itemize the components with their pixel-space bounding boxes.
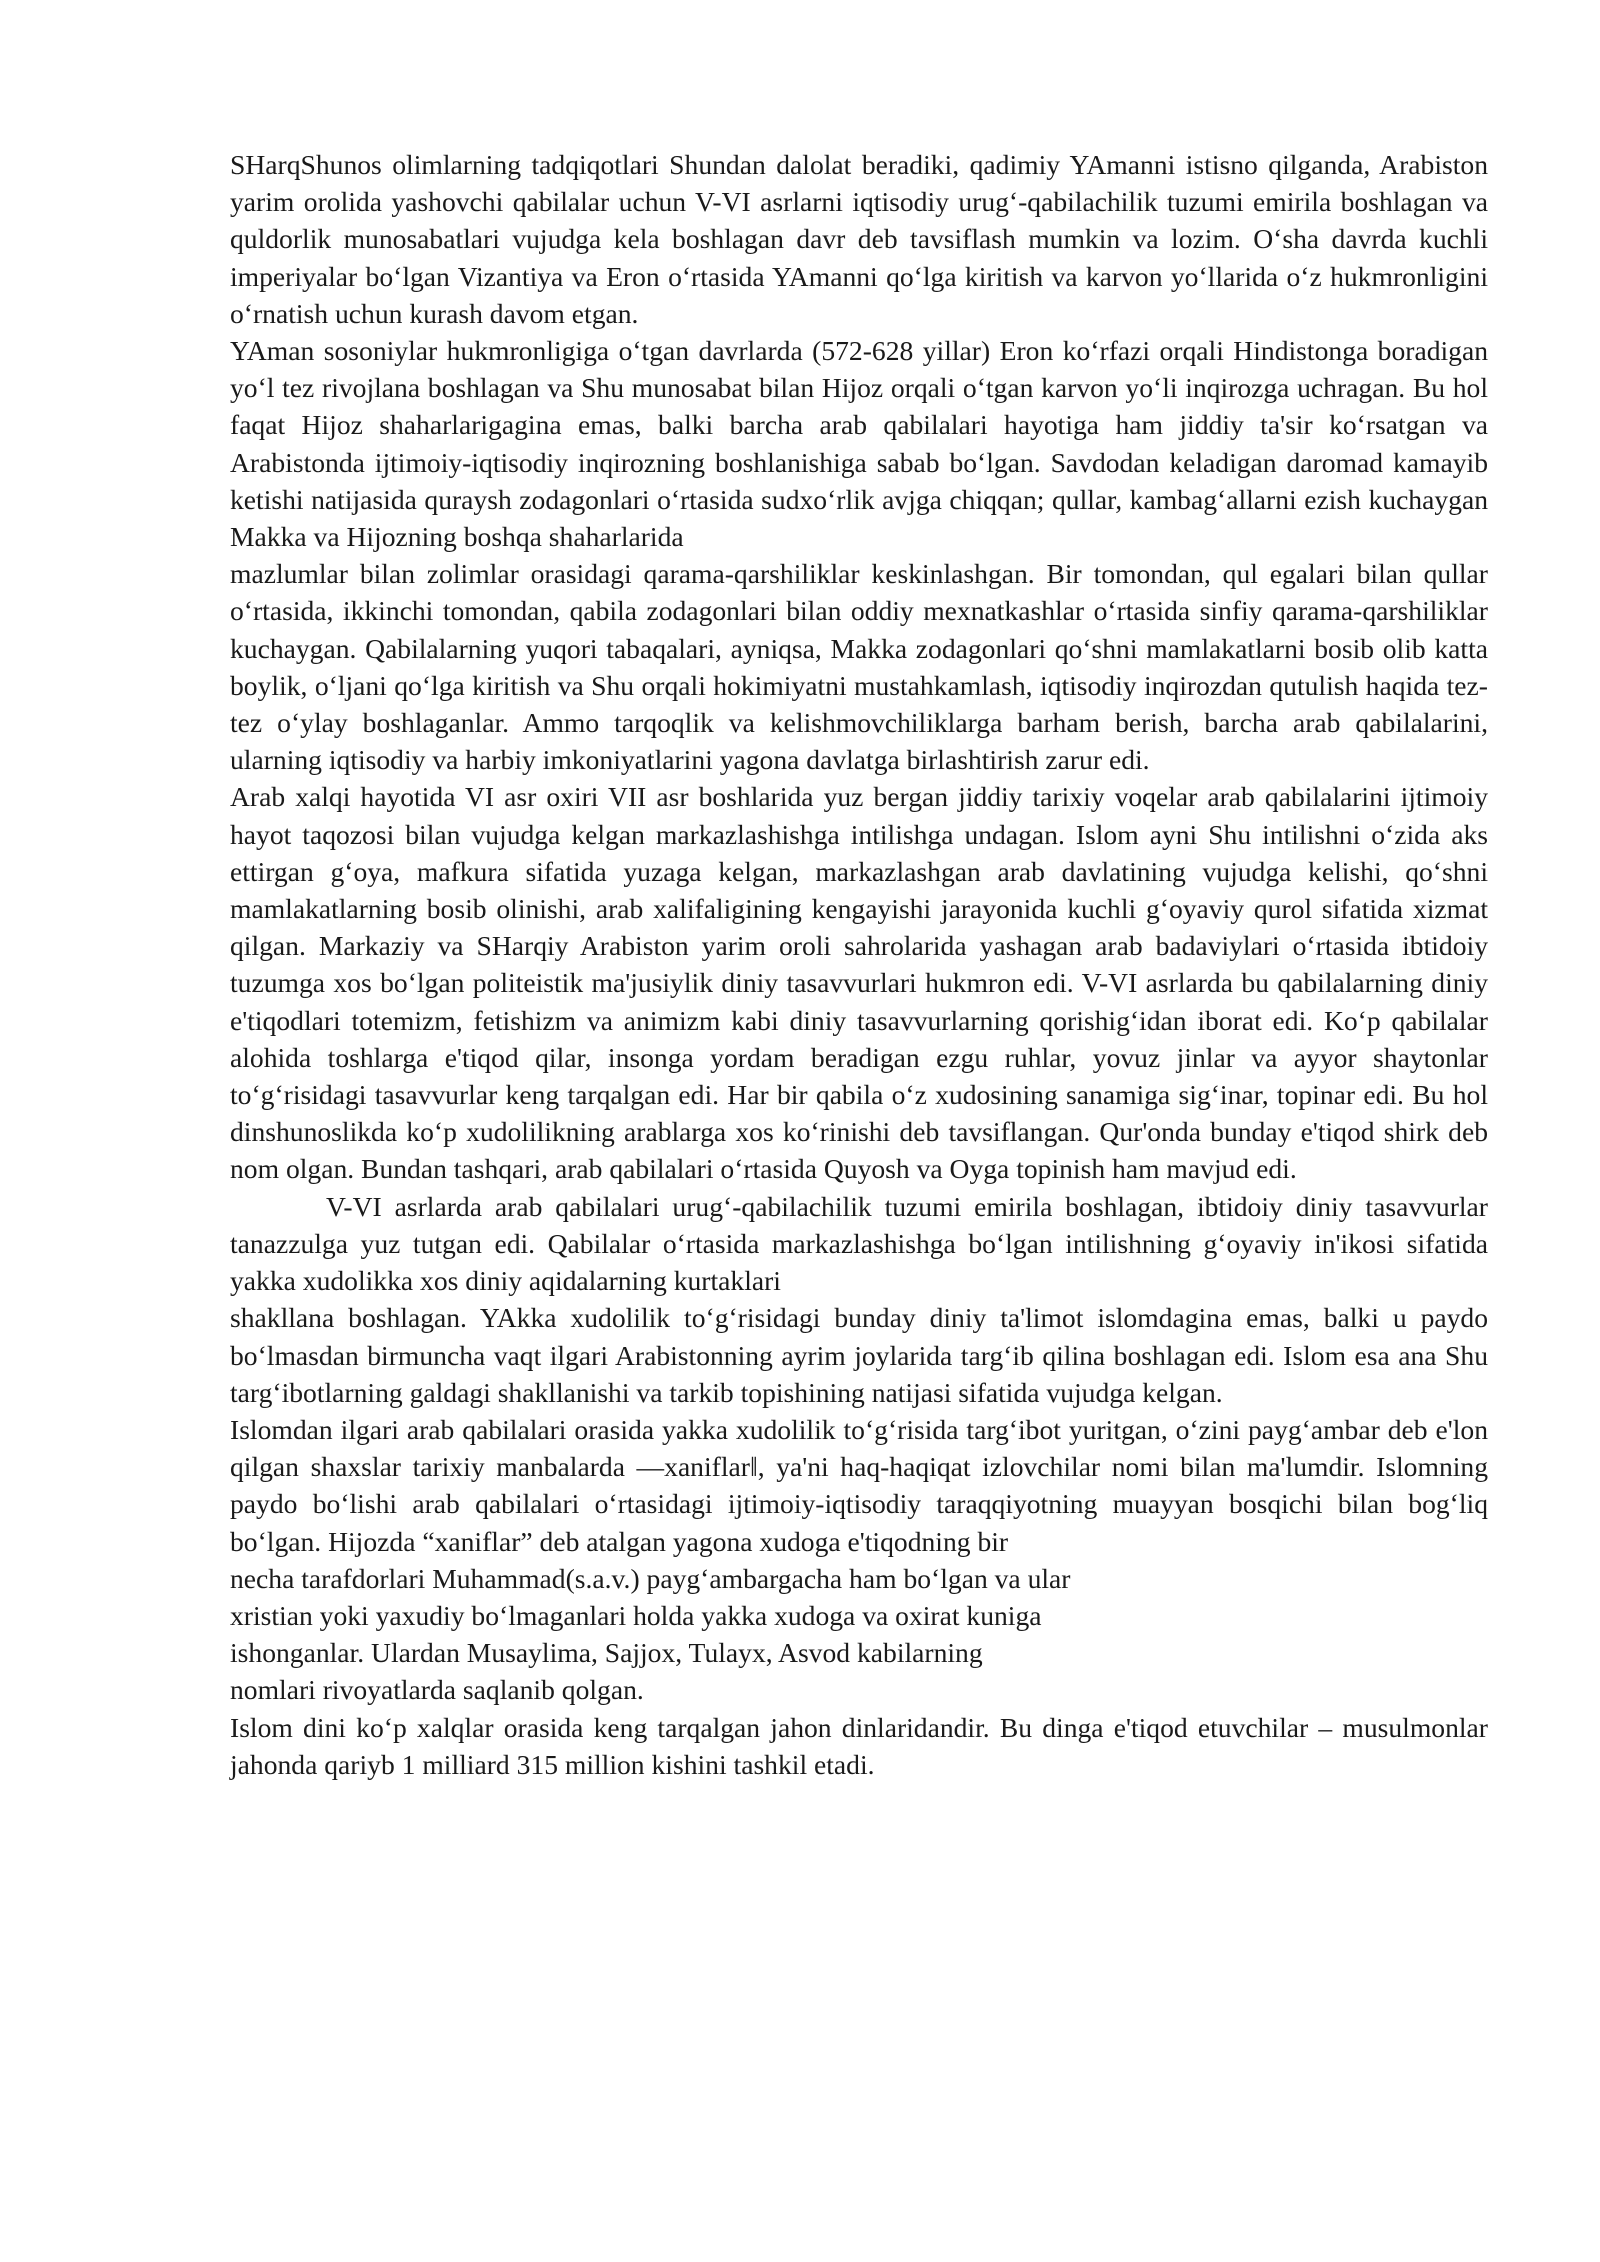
paragraph-yemen-sasanian-rule: YAman sosoniylar hukmronligiga o‘tgan davrlarda (572-628 yillar) Eron ko‘rfazi orqali Hindistonga boradigan yo‘l tez rivojlana boshlagan va Shu munosabat bilan Hijoz orqali o‘tgan karvon yo‘li inqirozga uchragan. Bu hol faqat Hijoz shaharlarigagina emas, balki barcha arab qabilalari hayotiga ham jiddiy ta'sir ko‘rsatgan va Arabistonda ijtimoiy-iqtisodiy inqirozning boshlanishiga sabab bo‘lgan. Savdodan keladigan daromad kamayib ketishi natijasida quraysh zodagonlari o‘rtasida sudxo‘rlik avjga chiqqan; qullar, kambag‘allarni ezish kuchaygan Makka va Hijozning boshqa shaharlarida	[230, 335, 1488, 553]
paragraph-hanifs: Islomdan ilgari arab qabilalari orasida yakka xudolilik to‘g‘risida targ‘ibot yuritgan, o‘zini payg‘ambar deb e'lon qilgan shaxslar tarixiy manbalarda ―xaniflar‖, ya'ni haq-haqiqat izlovchilar nomi bilan ma'lumdir. Islomning paydo bo‘lishi arab qabilalari o‘rtasidagi ijtimoiy-iqtisodiy taraqqiyotning muayyan bosqichi bilan bog‘liq bo‘lgan. Hijozda “xaniflar” deb atalgan yagona xudoga e'tiqodning bir	[230, 1413, 1488, 1557]
text-line: nomlari rivoyatlarda saqlanib qolgan.	[230, 1674, 644, 1706]
text-line: necha tarafdorlari Muhammad(s.a.v.) payg‘ambargacha ham bo‘lgan va ular	[230, 1562, 1071, 1594]
text-line: ishonganlar. Ulardan Musaylima, Sajjox, Tulayx, Asvod kabilarning	[230, 1637, 983, 1669]
paragraph-monotheism-propagation: shakllana boshlagan. YAkka xudolilik to‘g‘risidagi bunday diniy ta'limot islomdagina emas, balki u paydo bo‘lmasdan birmuncha vaqt ilgari Arabistonning ayrim joylarida targ‘ib qilina boshlagan edi. Islom esa ana Shu targ‘ibotlarning galdagi shakllanishi va tarkib topishining natijasi sifatida vujudga kelgan.	[230, 1302, 1488, 1408]
paragraph-class-contradictions: mazlumlar bilan zolimlar orasidagi qarama-qarshiliklar keskinlashgan. Bir tomondan, qul egalari bilan qullar o‘rtasida, ikkinchi tomondan, qabila zodagonlari bilan oddiy mexnatkashlar o‘rtasida sinfiy qarama-qarshiliklar kuchaygan. Qabilalarning yuqori tabaqalari, ayniqsa, Makka zodagonlari qo‘shni mamlakatlarni bosib olib katta boylik, o‘ljani qo‘lga kiritish va Shu orqali hokimiyatni mustahkamlash, iqtisodiy inqirozdan qutulish haqida tez-tez o‘ylay boshlaganlar. Ammo tarqoqlik va kelishmovchiliklarga barham berish, barcha arab qabilalarini, ularning iqtisodiy va harbiy imkoniyatlarini yagona davlatga birlashtirish zarur edi.	[230, 558, 1488, 776]
document-body	[230, 146, 1488, 1783]
paragraph-arab-religious-beliefs: Arab xalqi hayotida VI asr oxiri VII asr boshlarida yuz bergan jiddiy tarixiy voqelar arab qabilalarini ijtimoiy hayot taqozosi bilan vujudga kelgan markazlashishga intilishga undagan. Islom ayni Shu intilishni o‘zida aks ettirgan g‘oya, mafkura sifatida yuzaga kelgan, markazlashgan arab davlatining vujudga kelishi, qo‘shni mamlakatlarning bosib olinishi, arab xalifaligining kengayishi jarayonida kuchli g‘oyaviy qurol sifatida xizmat qilgan. Markaziy va SHarqiy Arabiston yarim oroli sahrolarida yashagan arab badaviylari o‘rtasida ibtidoiy tuzumga xos bo‘lgan politeistik ma'jusiylik diniy tasavvurlari hukmron edi. V-VI asrlarda bu qabilalarning diniy e'tiqodlari totemizm, fetishizm va animizm kabi diniy tasavvurlarning qorishig‘idan iborat edi. Ko‘p qabilalar alohida toshlarga e'tiqod qilar, insonga yordam beradigan ezgu ruhlar, yovuz jinlar va ayyor shaytonlar to‘g‘risidagi tasavvurlar keng tarqalgan edi. Har bir qabila o‘z xudosining sanamiga sig‘inar, topinar edi. Bu hol dinshunoslikda ko‘p xudolilikning arablarga xos ko‘rinishi deb tavsiflangan. Qur'onda bunday e'tiqod shirk deb nom olgan. Bundan tashqari, arab qabilalari o‘rtasida Quyosh va Oyga topinish ham mavjud edi.	[230, 781, 1488, 1185]
paragraph-arabian-tribes-economy: SHarqShunos olimlarning tadqiqotlari Shundan dalolat beradiki, qadimiy YAmanni istisno qilganda, Arabiston yarim orolida yashovchi qabilalar uchun V-VI asrlarni iqtisodiy urug‘-qabilachilik tuzumi emirila boshlagan va quldorlik munosabatlari vujudga kela boshlagan davr deb tavsiflash mumkin va lozim. O‘sha davrda kuchli imperiyalar bo‘lgan Vizantiya va Eron o‘rtasida YAmanni qo‘lga kiritish va karvon yo‘llarida o‘z hukmronligini o‘rnatish uchun kurash davom etgan.	[230, 149, 1488, 329]
text-line: xristian yoki yaxudiy bo‘lmaganlari holda yakka xudoga va oxirat kuniga	[230, 1599, 1042, 1631]
paragraph-islam-world-religion: Islom dini ko‘p xalqlar orasida keng tarqalgan jahon dinlaridandir. Bu dinga e'tiqod etuvchilar – musulmonlar jahonda qariyb 1 milliard 315 million kishini tashkil etadi.	[230, 1711, 1488, 1780]
paragraph-monotheism-origins: V-VI asrlarda arab qabilalari urug‘-qabilachilik tuzumi emirila boshlagan, ibtidoiy diniy tasavvurlar tanazzulga yuz tutgan edi. Qabilalar o‘rtasida markazlashishga bo‘lgan intilishning g‘oyaviy in'ikosi sifatida yakka xudolikka xos diniy aqidalarning kurtaklari	[230, 1190, 1488, 1297]
